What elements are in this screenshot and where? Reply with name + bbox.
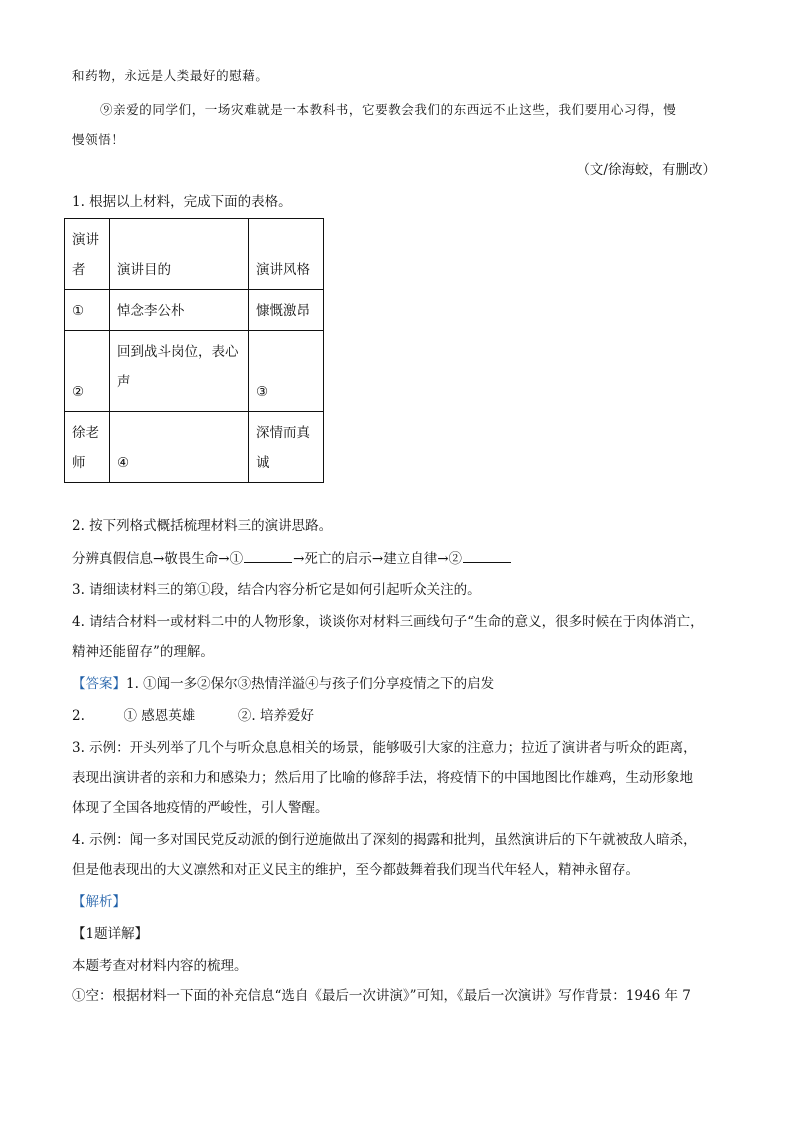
flow-part-1: 分辨真假信息→敬畏生命→① [72,551,244,567]
cell-style: 深情而真诚 [249,412,324,483]
paragraph-line: 和药物，永远是人类最好的慰藉。 [72,68,269,83]
question-2-prompt: 2. 按下列格式概括梳理材料三的演讲思路。 [72,518,333,534]
cell-speaker: 徐老师 [65,412,110,483]
analysis-label: 【解析】 [72,894,126,910]
cell-purpose: 回到战斗岗位，表心声 [110,331,249,412]
header-purpose-text: 演讲目的 [117,262,171,278]
analysis-sub-label: 【1题详解】 [72,926,149,942]
answer-3-line-3: 体现了全国各地疫情的严峻性，引人警醒。 [72,800,329,816]
flow-part-2: →死亡的启示→建立自律→② [293,551,463,567]
header-cell-purpose [110,219,249,290]
table-row [65,290,324,331]
cell-style-text: ③ [256,384,269,400]
paragraph-9-line-2: 慢领悟！ [72,132,125,147]
answer-label: 【答案】 [72,676,126,692]
question-1-prompt: 1. 根据以上材料，完成下面的表格。 [72,194,292,210]
paragraph-9-line-1: ⑨亲爱的同学们，一场灾难就是一本教科书，它要教会我们的东西远不止这些，我们要用心习得，慢 [100,102,677,117]
table-row [65,412,324,483]
question-4-prompt-line-1: 4. 请结合材料一或材料二中的人物形象，谈谈你对材料三画线句子“生命的意义，很多时候在于肉体消亡， [72,614,704,630]
question-3-prompt: 3. 请细读材料三的第①段，结合内容分析它是如何引起听众关注的。 [72,582,481,598]
answer-3-line-1: 3. 示例：开头列举了几个与听众息息相关的场景，能够吸引大家的注意力；拉近了演讲者与听众的距离， [72,740,697,756]
cell-purpose: 悼念李公朴 [110,290,249,331]
header-cell-speaker: 演讲者 [65,219,110,290]
cell-speaker: ① [65,290,110,331]
answer-line-2 [72,706,314,726]
question-4-prompt-line-2: 精神还能留存”的理解。 [72,644,214,660]
answer-2-part-2: ②. 培养爱好 [237,708,314,724]
header-cell-style [249,219,324,290]
question-2-flow [72,548,512,569]
answer-2-number: 2. [72,708,85,724]
header-style-text: 演讲风格 [256,262,310,278]
cell-purpose [110,412,249,483]
table-row [65,331,324,412]
table-header-row [65,219,324,290]
answer-blank-2[interactable] [463,548,511,563]
analysis-line-1: 本题考查对材料内容的梳理。 [72,958,248,974]
cell-style: 慷慨激昂 [249,290,324,331]
answer-1-text: 1. ①闻一多②保尔③热情洋溢④与孩子们分享疫情之下的启发 [126,676,495,692]
answer-line-1 [72,674,494,694]
cell-speaker [65,331,110,412]
cell-purpose-text: ④ [117,455,130,471]
summary-table [64,218,324,483]
answer-2-part-1: ① 感恩英雄 [123,708,196,724]
cell-style [249,331,324,412]
cell-speaker-text: ② [72,384,85,400]
source-attribution: （文/徐海蛟，有删改） [576,162,716,178]
analysis-line-2: ①空：根据材料一下面的补充信息“选自《最后一次讲演》”可知，《最后一次演讲》写作背景：1946 年 7 [72,988,691,1004]
answer-3-line-2: 表现出演讲者的亲和力和感染力；然后用了比喻的修辞手法，将疫情下的中国地图比作雄鸡，生动形象地 [72,770,693,786]
answer-blank-1[interactable] [244,548,292,563]
answer-4-line-1: 4. 示例：闻一多对国民党反动派的倒行逆施做出了深刻的揭露和批判，虽然演讲后的下午就被敌人暗杀， [72,832,697,848]
answer-4-line-2: 但是他表现出的大义凛然和对正义民主的维护，至今都鼓舞着我们现当代年轻人，精神永留存。 [72,862,639,878]
